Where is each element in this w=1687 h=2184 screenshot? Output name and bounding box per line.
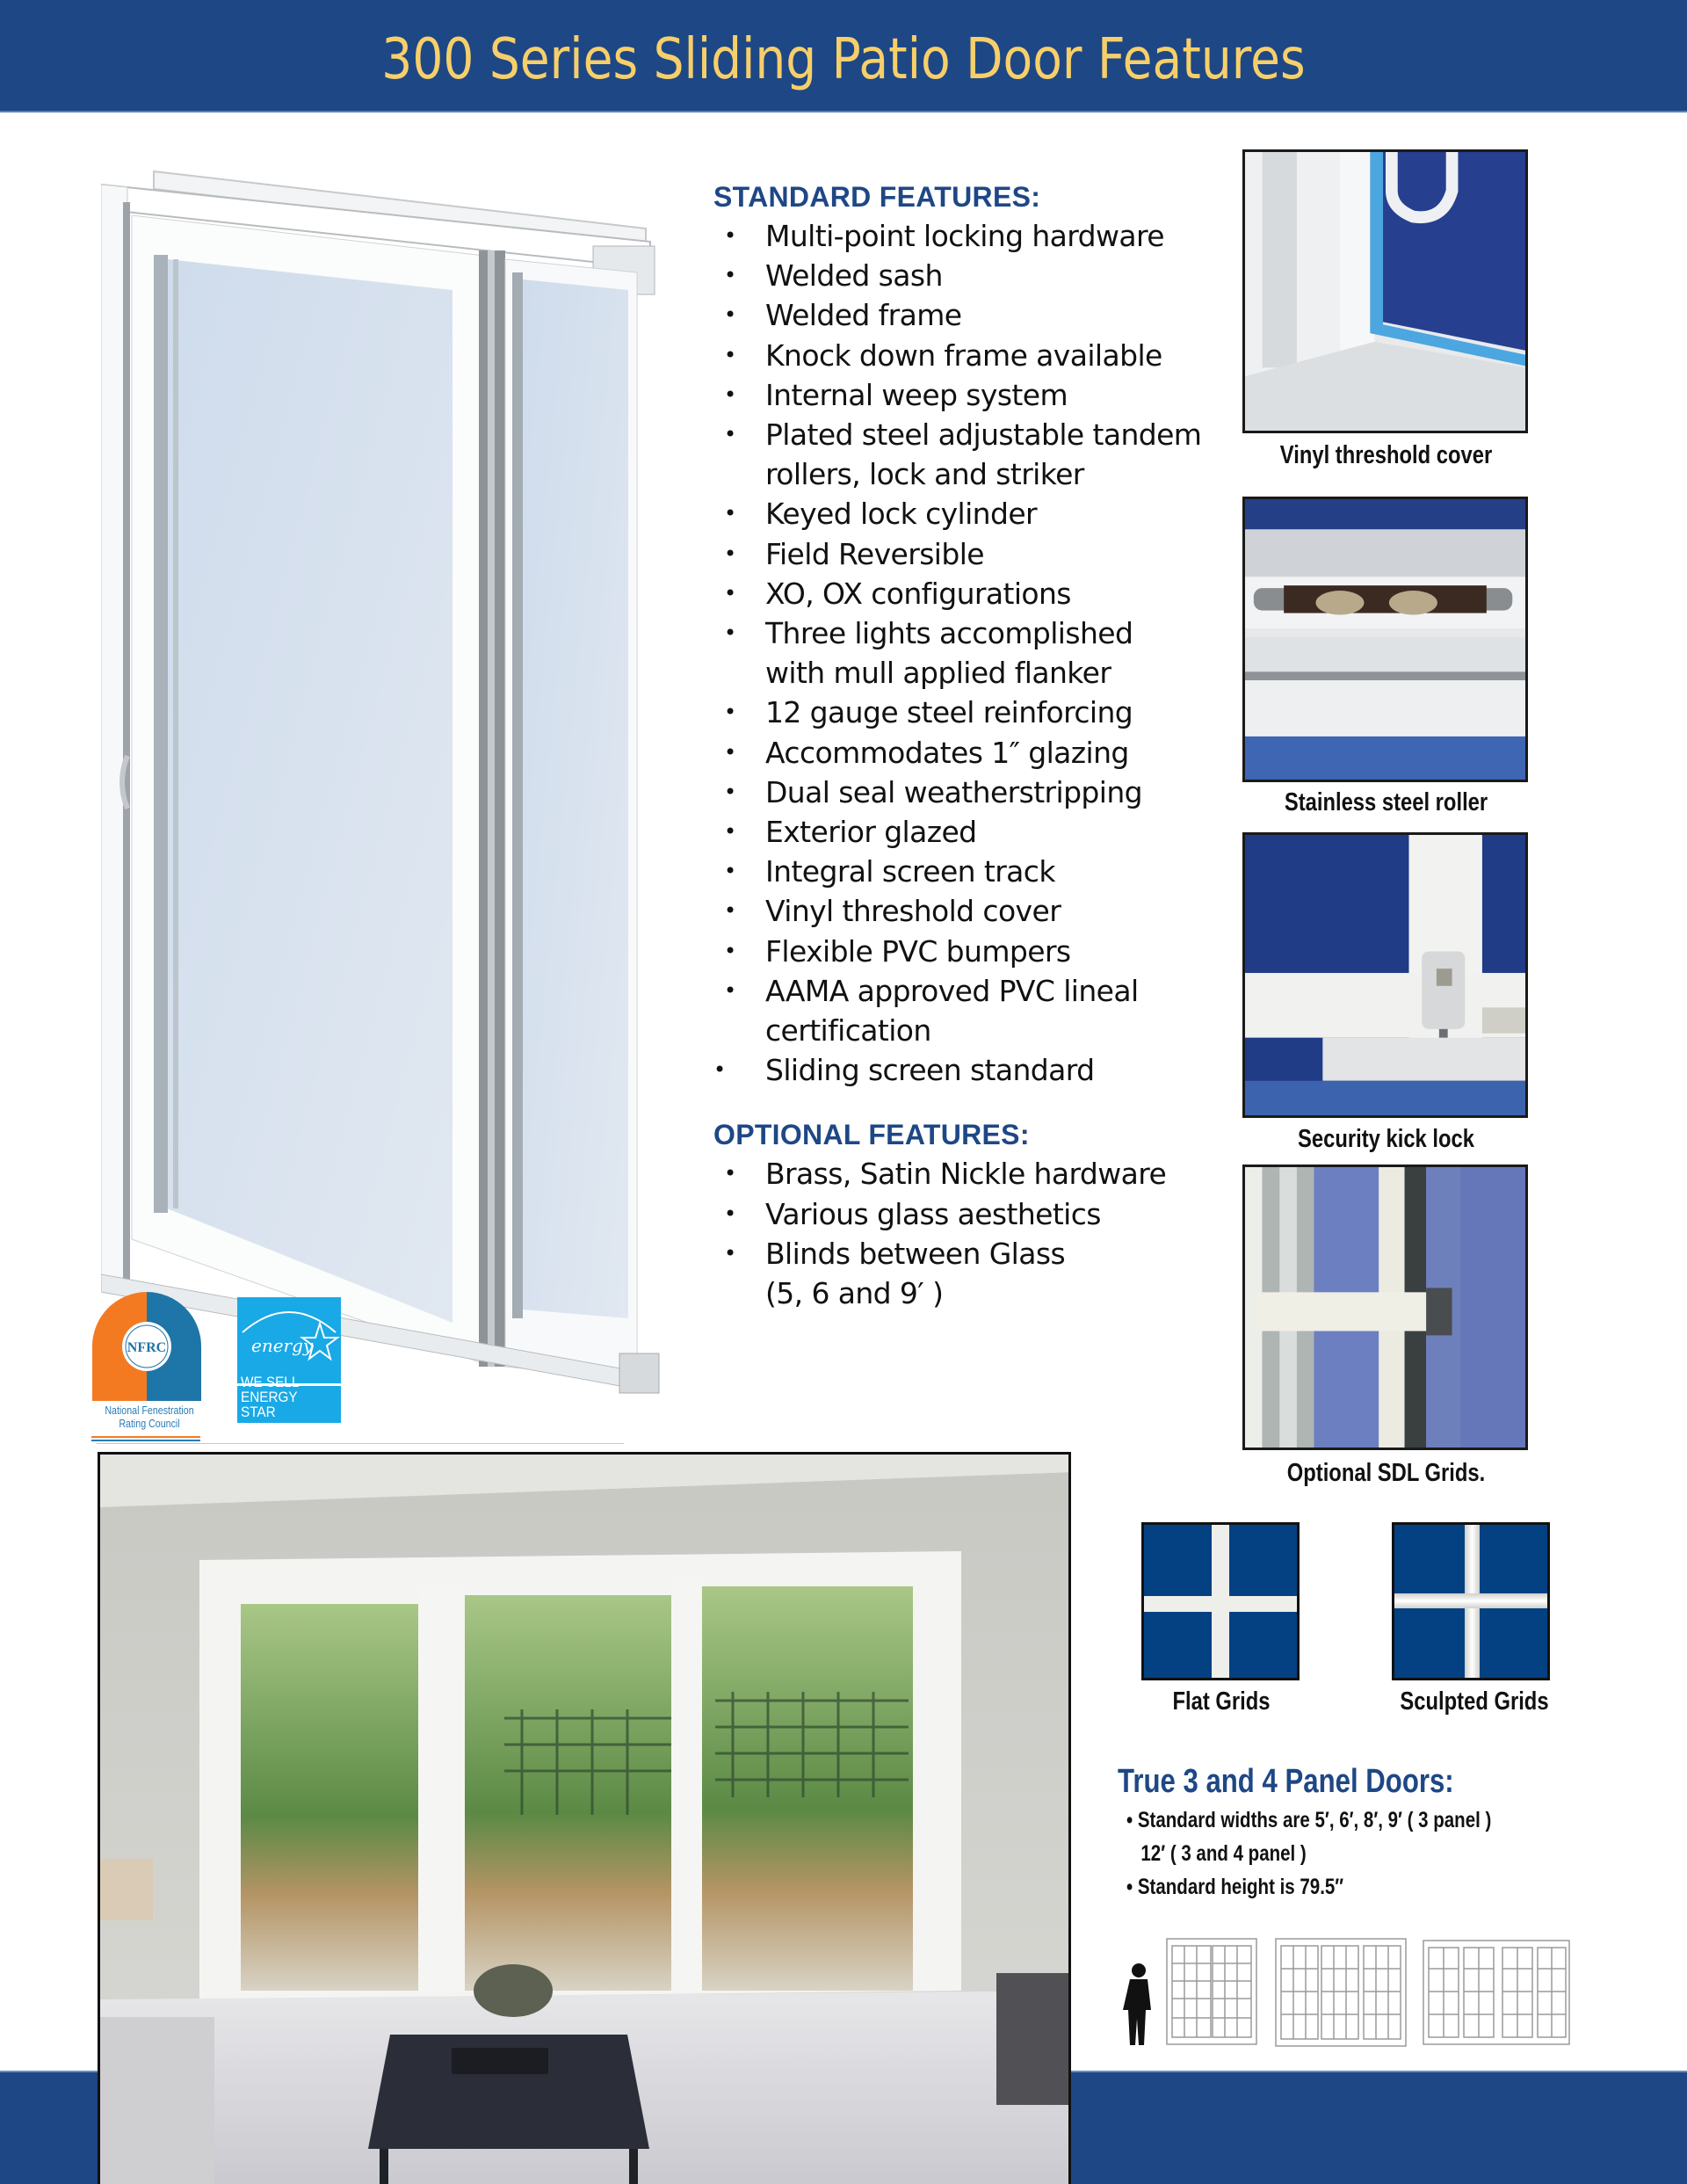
feature-item: • Dual seal weatherstripping xyxy=(713,773,1206,812)
bullet-icon: • xyxy=(724,580,736,606)
feature-item: • Internal weep system xyxy=(713,375,1206,415)
caption-flat-grids: Flat Grids xyxy=(1172,1687,1271,1716)
logo-divider xyxy=(97,1443,624,1444)
page-title: 300 Series Sliding Patio Door Features xyxy=(381,27,1306,92)
bullet-icon: • xyxy=(724,700,736,725)
nfrc-name: National Fenestration Rating Council xyxy=(105,1404,194,1430)
feature-item: • Integral screen track xyxy=(713,852,1206,891)
panel-doors-notes xyxy=(1126,1803,1491,1904)
sculpted-grids-swatch xyxy=(1392,1522,1550,1680)
caption-sculpted-grids: Sculpted Grids xyxy=(1400,1687,1549,1716)
standard-widths-note-continuation: 12′ ( 3 and 4 panel ) xyxy=(1140,1841,1307,1866)
we-sell-energy-star-text: WE SELL ENERGY STAR xyxy=(241,1374,300,1420)
optional-features-block xyxy=(713,1115,1206,1313)
feature-item: • Three lights accomplished xyxy=(713,613,1206,653)
bullet-icon: • xyxy=(724,422,736,447)
caption-security-kick-lock: Security kick lock xyxy=(1298,1125,1474,1153)
optional-features-list xyxy=(713,1154,1206,1313)
feature-item-continuation: certification xyxy=(765,1013,931,1048)
sdl-grid-photo-graphic xyxy=(1245,1167,1525,1448)
feature-item-continuation: with mull applied flanker xyxy=(765,656,1111,691)
bullet-icon: • xyxy=(724,859,736,884)
svg-text:energy: energy xyxy=(251,1335,314,1356)
bullet-icon: • xyxy=(724,302,736,328)
feature-item: • Knock down frame available xyxy=(713,336,1206,375)
standard-features-heading: STANDARD FEATURES: xyxy=(713,181,1041,213)
photo-security-kick-lock xyxy=(1242,832,1528,1118)
feature-item: • Multi-point locking hardware xyxy=(713,216,1206,256)
feature-item: • Welded sash xyxy=(713,256,1206,295)
room-patio-door-photo xyxy=(98,1452,1071,2184)
person-silhouette-icon xyxy=(1123,1963,1151,2045)
bullet-icon: • xyxy=(724,1240,736,1266)
standard-height-note: • Standard height is 79.5″ xyxy=(1126,1875,1344,1899)
feature-item: • Blinds between Glass xyxy=(713,1234,1206,1273)
energy-star-icon xyxy=(237,1297,341,1383)
bullet-icon: • xyxy=(724,1201,736,1226)
feature-item: • Vinyl threshold cover xyxy=(713,891,1206,931)
feature-item: • Welded frame xyxy=(713,295,1206,335)
feature-item: • Various glass aesthetics xyxy=(713,1194,1206,1234)
bullet-icon: • xyxy=(724,739,736,765)
door-configuration-diagrams xyxy=(1116,1925,1599,2048)
bullet-icon: • xyxy=(724,1161,736,1186)
feature-item-continuation: (5, 6 and 9′ ) xyxy=(765,1276,944,1311)
energy-star-logo xyxy=(237,1297,341,1423)
grid-bar-horizontal xyxy=(1144,1596,1297,1612)
sliding-door-illustration xyxy=(101,149,663,1397)
bullet-icon: • xyxy=(724,620,736,646)
standard-features-list xyxy=(713,216,1206,1090)
two-panel-diagram xyxy=(1167,1939,1256,2044)
feature-item: • Plated steel adjustable tandem xyxy=(713,415,1206,454)
nfrc-logo xyxy=(92,1292,201,1401)
photo-stainless-steel-roller xyxy=(1242,497,1528,782)
bullet-icon: • xyxy=(724,223,736,248)
feature-item: • XO, OX configurations xyxy=(713,574,1206,613)
living-room-scene xyxy=(100,1455,1071,2184)
bullet-icon: • xyxy=(724,898,736,924)
feature-item: • Sliding screen standard xyxy=(713,1050,1206,1090)
panel-doors-heading: True 3 and 4 Panel Doors: xyxy=(1118,1763,1454,1800)
bullet-icon: • xyxy=(724,263,736,288)
bullet-icon: • xyxy=(724,779,736,804)
kick-lock-photo-graphic xyxy=(1245,835,1525,1115)
standard-widths-note: • Standard widths are 5′, 6′, 8′, 9′ ( 3 panel ) xyxy=(1126,1808,1492,1832)
feature-item: • Brass, Satin Nickle hardware xyxy=(713,1154,1206,1194)
grid-bar-horizontal xyxy=(1394,1593,1547,1608)
bullet-icon: • xyxy=(724,819,736,845)
feature-item: • 12 gauge steel reinforcing xyxy=(713,693,1206,732)
feature-item: • Flexible PVC bumpers xyxy=(713,932,1206,971)
bullet-icon: • xyxy=(713,1057,726,1083)
feature-item: • AAMA approved PVC lineal xyxy=(713,971,1206,1011)
feature-item-continuation: rollers, lock and striker xyxy=(765,457,1084,492)
feature-item: • Exterior glazed xyxy=(713,812,1206,852)
bullet-icon: • xyxy=(724,501,736,526)
feature-item: • Field Reversible xyxy=(713,534,1206,574)
optional-features-heading: OPTIONAL FEATURES: xyxy=(713,1119,1030,1151)
feature-item: • Keyed lock cylinder xyxy=(713,494,1206,533)
photo-vinyl-threshold-cover xyxy=(1242,149,1528,433)
nfrc-underline xyxy=(91,1436,200,1441)
feature-item: • Accommodates 1″ glazing xyxy=(713,733,1206,773)
caption-vinyl-threshold-cover: Vinyl threshold cover xyxy=(1279,441,1493,469)
flat-grids-swatch xyxy=(1141,1522,1300,1680)
bullet-icon: • xyxy=(724,381,736,407)
bullet-icon: • xyxy=(724,977,736,1003)
roller-photo-graphic xyxy=(1245,499,1525,780)
bullet-icon: • xyxy=(724,938,736,963)
bullet-icon: • xyxy=(724,342,736,367)
svg-text:NFRC: NFRC xyxy=(127,1340,167,1355)
features-column xyxy=(713,178,1206,1313)
caption-stainless-steel-roller: Stainless steel roller xyxy=(1284,788,1488,816)
bullet-icon: • xyxy=(724,541,736,566)
threshold-photo-graphic xyxy=(1245,152,1525,431)
caption-optional-sdl-grids: Optional SDL Grids. xyxy=(1286,1459,1486,1487)
photo-optional-sdl-grids xyxy=(1242,1165,1528,1450)
four-panel-diagram xyxy=(1423,1941,1569,2044)
three-panel-diagram xyxy=(1276,1939,1406,2046)
